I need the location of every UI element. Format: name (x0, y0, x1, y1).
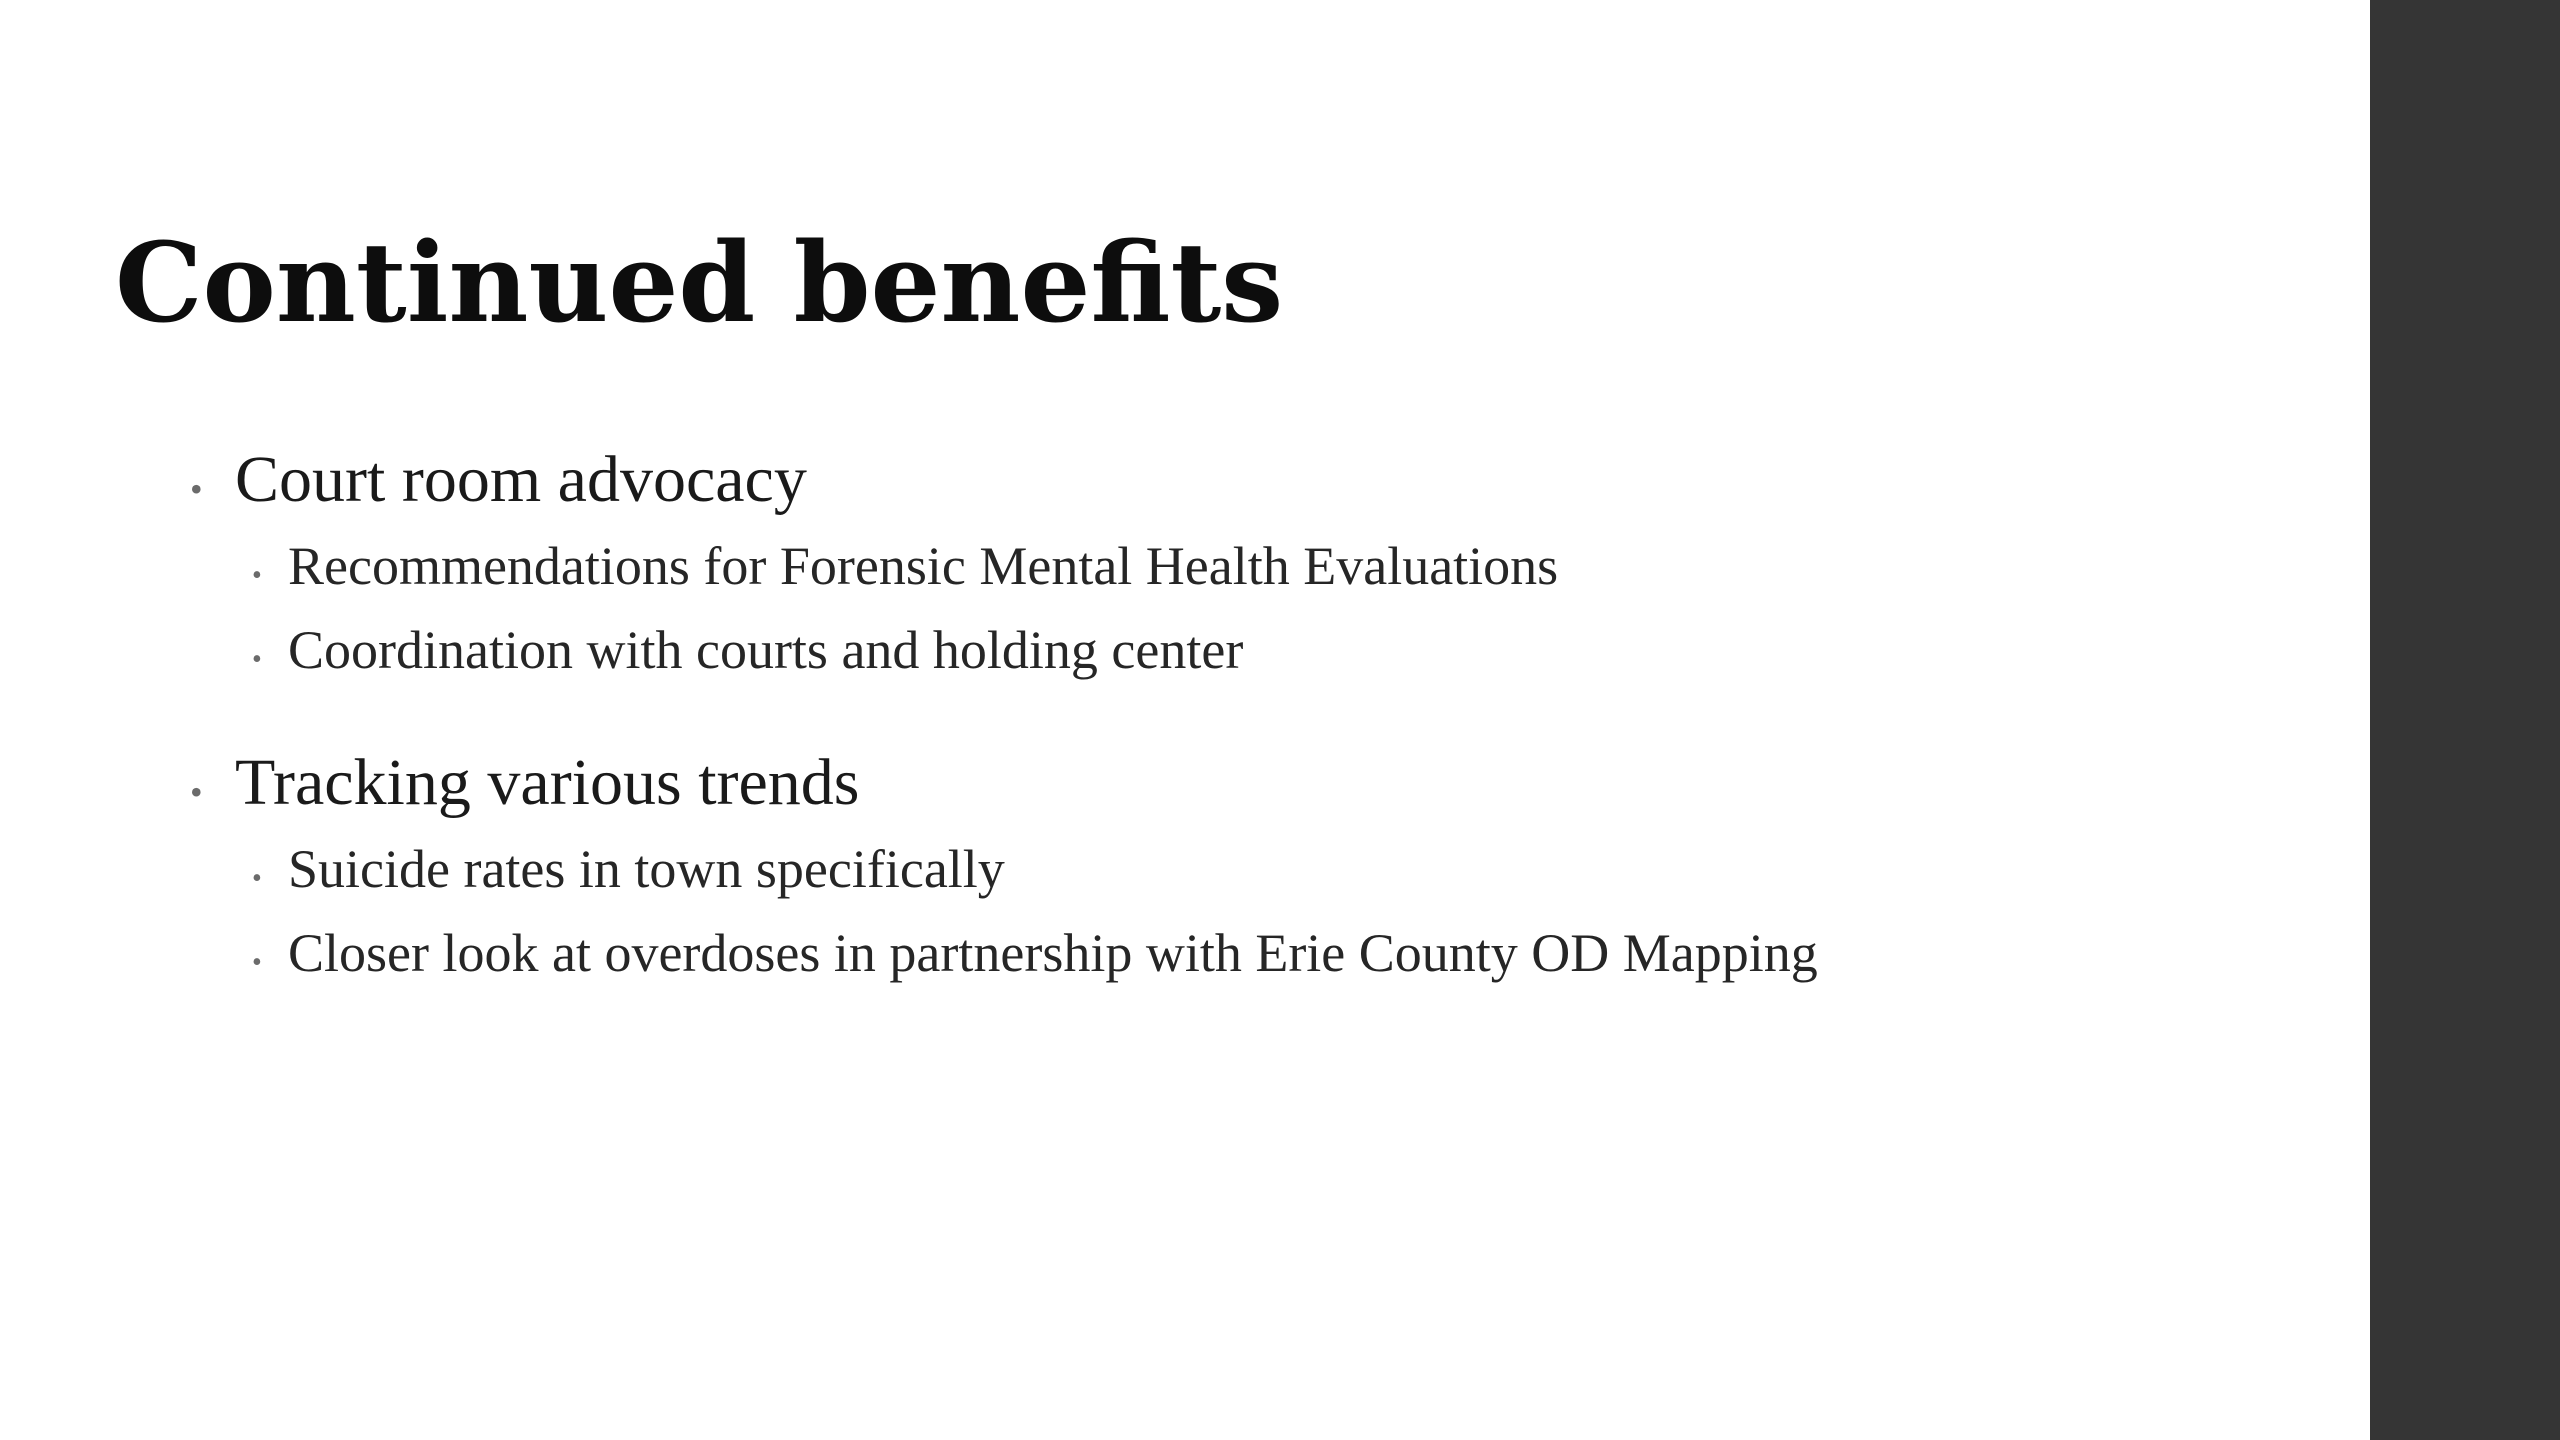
bullet-icon: • (190, 772, 203, 812)
sub-bullet-text: Suicide rates in town specifically (288, 839, 1005, 899)
sub-list (190, 832, 2340, 1000)
sub-bullet-icon: • (252, 863, 262, 894)
sub-bullet-icon: • (252, 644, 262, 675)
list-item (190, 440, 2340, 529)
bullet-text: Court room advocacy (235, 443, 807, 516)
bullet-list (190, 440, 2340, 1046)
sub-list-item (252, 613, 2340, 697)
sub-bullet-text: Recommendations for Forensic Mental Health Evaluations (288, 536, 1559, 596)
bullet-icon: • (190, 469, 203, 509)
sub-list-item (252, 832, 2340, 916)
sub-bullet-text: Coordination with courts and holding center (288, 620, 1244, 680)
slide-title: Continued benefits (115, 218, 1284, 347)
bullet-group-court-room (190, 440, 2340, 697)
bullet-text: Tracking various trends (235, 746, 860, 819)
sub-list-item (252, 529, 2340, 613)
sub-bullet-icon: • (252, 560, 262, 591)
bullet-group-tracking (190, 743, 2340, 1000)
sub-list-item (252, 916, 2340, 1000)
sub-bullet-icon: • (252, 947, 262, 978)
sub-list (190, 529, 2340, 697)
list-item (190, 743, 2340, 832)
sub-bullet-text: Closer look at overdoses in partnership with Erie County OD Mapping (288, 923, 1818, 983)
side-accent-bar (2370, 0, 2560, 1440)
